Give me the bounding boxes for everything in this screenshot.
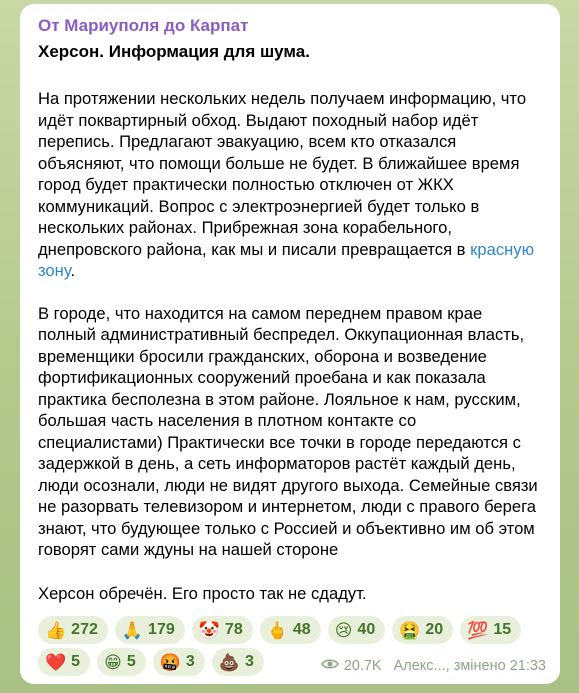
reaction-crying-face[interactable] <box>328 616 386 644</box>
reaction-cursing-face[interactable] <box>153 648 205 676</box>
paragraph-1 <box>38 88 544 282</box>
post-title: Херсон. Информация для шума. <box>38 42 310 61</box>
paragraph-1-end: . <box>70 261 76 280</box>
reaction-count: 5 <box>71 653 81 670</box>
pile-of-poo-icon: 💩 <box>218 652 240 672</box>
reaction-praying-hands[interactable] <box>115 616 185 644</box>
reaction-hundred-points[interactable] <box>460 616 521 644</box>
reaction-clown[interactable] <box>192 616 253 644</box>
view-count: 20.7K <box>343 658 382 674</box>
paragraph-1-text: На протяжении нескольких недель получаем информацию, что идёт поквартирный обход. Выдают походный набор идёт перепись. Предлагают эвакуацию, всем кто отказался объясняют, что помощи больше не будет. В ближайшее время город будет практически полностью отключен от ЖКХ коммуникаций. Вопрос с электроэнергией будет только в нескольких районах. Прибрежная зона корабельного, днепровского района, как мы и писали превращается в <box>38 89 527 259</box>
reaction-count: 179 <box>148 621 175 638</box>
paragraph-3: Херсон обречён. Его просто так не сдадут. <box>38 583 367 603</box>
reaction-count: 48 <box>292 621 311 638</box>
reaction-count: 40 <box>357 621 376 638</box>
red-zone-link[interactable]: красную зону <box>38 239 535 280</box>
reaction-count: 15 <box>493 621 512 638</box>
reaction-pile-of-poo[interactable] <box>212 648 264 676</box>
paragraph-2: В городе, что находится на самом переднем правом крае полный административный беспредел. Оккупационная власть, временщики бросили гражданских, оборона и возведение фортификационных сооружений проебана и как показала практика бесполезна в этом районе. Лояльное к нам, русским, большая часть населения в плотном контакте со специалистами) Практически все точки в городе передаются с задержкой в день, а сеть информаторов растёт каждый день, люди осознали, люди не видят другого выхода. Семейные связи не разорвать телевизором и интернетом, люди с правого берега знают, что будующее только с Россией и объективно им об этом говорят сами ждуны на нашей стороне <box>38 303 538 559</box>
reaction-count: 5 <box>126 653 136 670</box>
reaction-count: 78 <box>224 621 243 638</box>
cursing-face-icon: 🤬 <box>159 652 181 672</box>
hundred-points-icon: 💯 <box>467 620 489 640</box>
praying-hands-icon: 🙏 <box>121 620 144 640</box>
reaction-count: 3 <box>244 653 254 670</box>
vomiting-face-icon: 🤮 <box>399 620 421 640</box>
reactions-row-1 <box>38 616 558 644</box>
reaction-count: 20 <box>425 621 444 638</box>
clown-icon: 🤡 <box>198 620 220 640</box>
middle-finger-icon: 🖕 <box>266 620 288 640</box>
grinning-face-icon: 😁 <box>104 652 122 672</box>
reaction-middle-finger[interactable] <box>260 616 321 644</box>
message-meta <box>321 658 546 674</box>
red-heart-icon: ❤️ <box>45 652 67 672</box>
reaction-vomiting-face[interactable] <box>392 616 453 644</box>
reaction-count: 272 <box>71 621 98 638</box>
reaction-thumbs-up[interactable] <box>38 616 108 644</box>
reaction-count: 3 <box>185 653 195 670</box>
author-edited-time: Алекс..., змінено 21:33 <box>393 658 546 674</box>
thumbs-up-icon: 👍 <box>45 620 67 640</box>
crying-face-icon: 😢 <box>334 620 353 640</box>
eye-icon <box>321 658 339 674</box>
reaction-red-heart[interactable] <box>38 648 90 676</box>
message-bubble <box>20 4 560 684</box>
reaction-grinning-face[interactable] <box>97 648 146 676</box>
channel-name[interactable]: От Мариуполя до Карпат <box>38 16 249 35</box>
